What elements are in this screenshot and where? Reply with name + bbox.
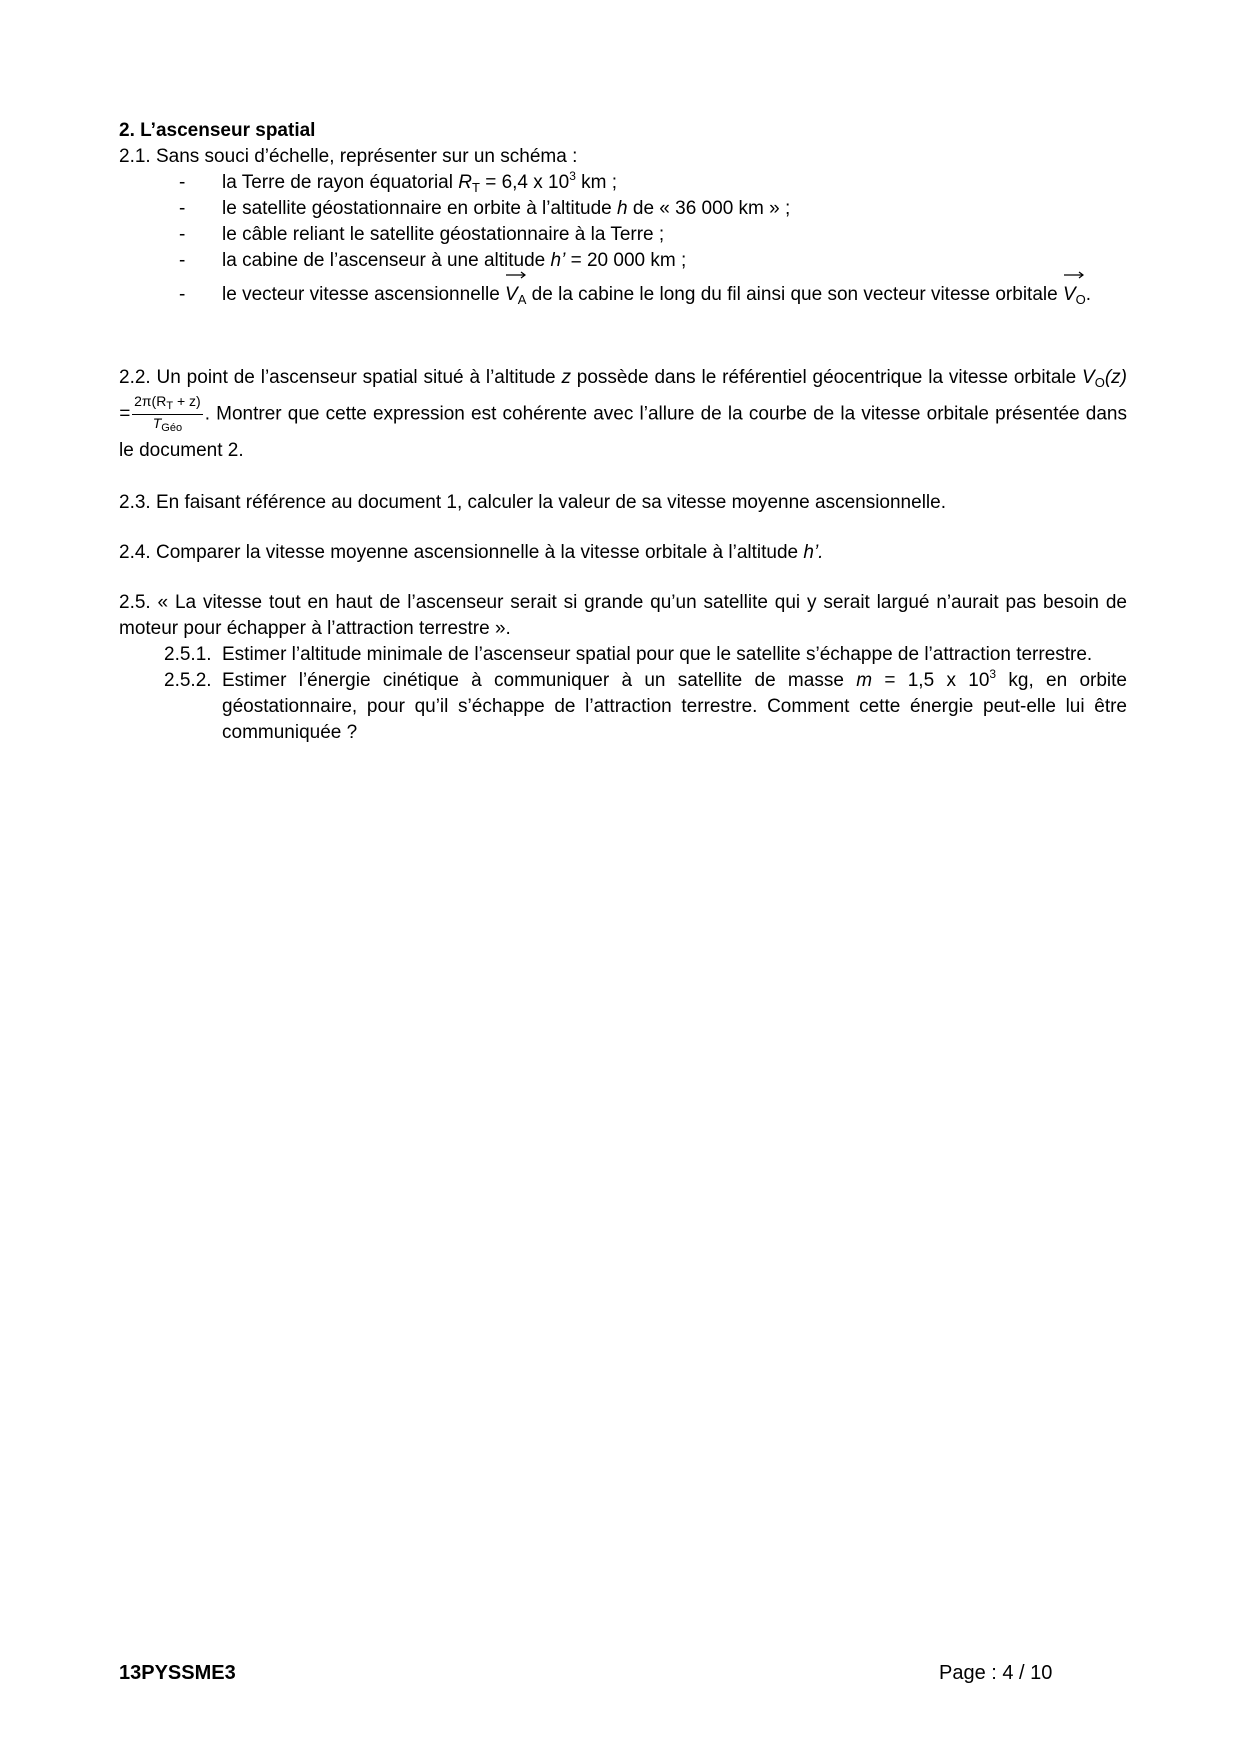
question-2-1-intro: 2.1. Sans souci d’échelle, représenter sur un schéma :	[119, 146, 578, 167]
footer-page-number: Page : 4 / 10	[939, 1662, 1053, 1684]
fraction: $\frac{2\pi(R_T + z)}{T_{Géo}}$	[134, 393, 201, 434]
list-dash: -	[179, 224, 186, 245]
list-dash: -	[179, 284, 186, 305]
question-2-2: 2.2. Un point de l’ascenseur spatial situé à l’altitude z possède dans le référentiel géocentrique la vitesse orbitale $V_O(z)$ = $\frac{2\pi(R_T + z)}{T_{Géo}}$ . Montrer que cette expression est cohérente avec l’allure de la courbe de la vitesse orbitale présentée dans le document 2.	[119, 367, 1127, 461]
list-item: - le satellite géostationnaire en orbite à l’altitude h de « 36 000 km » ;	[119, 196, 1127, 222]
list-item: - le câble reliant le satellite géostationnaire à la Terre ;	[119, 222, 1127, 248]
question-2-5-1: 2.5.1. Estimer l’altitude minimale de l’ascenseur spatial pour que le satellite s’échappe de l’attraction terrestre.	[164, 644, 1093, 665]
list-item: - le vecteur vitesse ascensionnelle $V_A$ de la cabine le long du fil ainsi que son vecteur vitesse orbitale $V_O$.	[119, 278, 1127, 311]
list-dash: -	[179, 198, 186, 219]
list-item: - la cabine de l’ascenseur à une altitude h’ = 20 000 km ;	[119, 248, 1127, 274]
question-2-5-2: 2.5.2. Estimer l’énergie cinétique à communiquer à un satellite de masse m = 1,5 x $10^3$ kg, en orbite géostationnaire, pour qu’il s’échappe de l’attraction terrestre. Comment cette énergie peut-elle lui être communiquée ?	[164, 667, 1127, 743]
vector-vo: $V_O$	[1063, 278, 1086, 311]
vector-arrow-icon	[1064, 271, 1084, 279]
list-item: - la Terre de rayon équatorial $R_T = 6,4$ x $10^3$ km ;	[179, 169, 618, 195]
list-dash: -	[179, 172, 186, 193]
section-heading: 2. L’ascenseur spatial	[119, 120, 316, 141]
vector-arrow-icon	[506, 271, 526, 279]
vector-va: $V_A$	[505, 278, 526, 311]
question-2-3: 2.3. En faisant référence au document 1, calculer la valeur de sa vitesse moyenne ascensionnelle.	[119, 492, 946, 513]
question-2-1-list	[119, 170, 1127, 311]
list-dash: -	[179, 250, 186, 271]
footer-code: 13PYSSME3	[119, 1662, 236, 1684]
question-2-4: 2.4. Comparer la vitesse moyenne ascensionnelle à la vitesse orbitale à l’altitude h’.	[119, 542, 824, 563]
question-2-5: 2.5. « La vitesse tout en haut de l’ascenseur serait si grande qu’un satellite qui y serait largué n’aurait pas besoin de moteur pour échapper à l’attraction terrestre ».	[119, 592, 1127, 639]
document-page	[119, 118, 1127, 746]
